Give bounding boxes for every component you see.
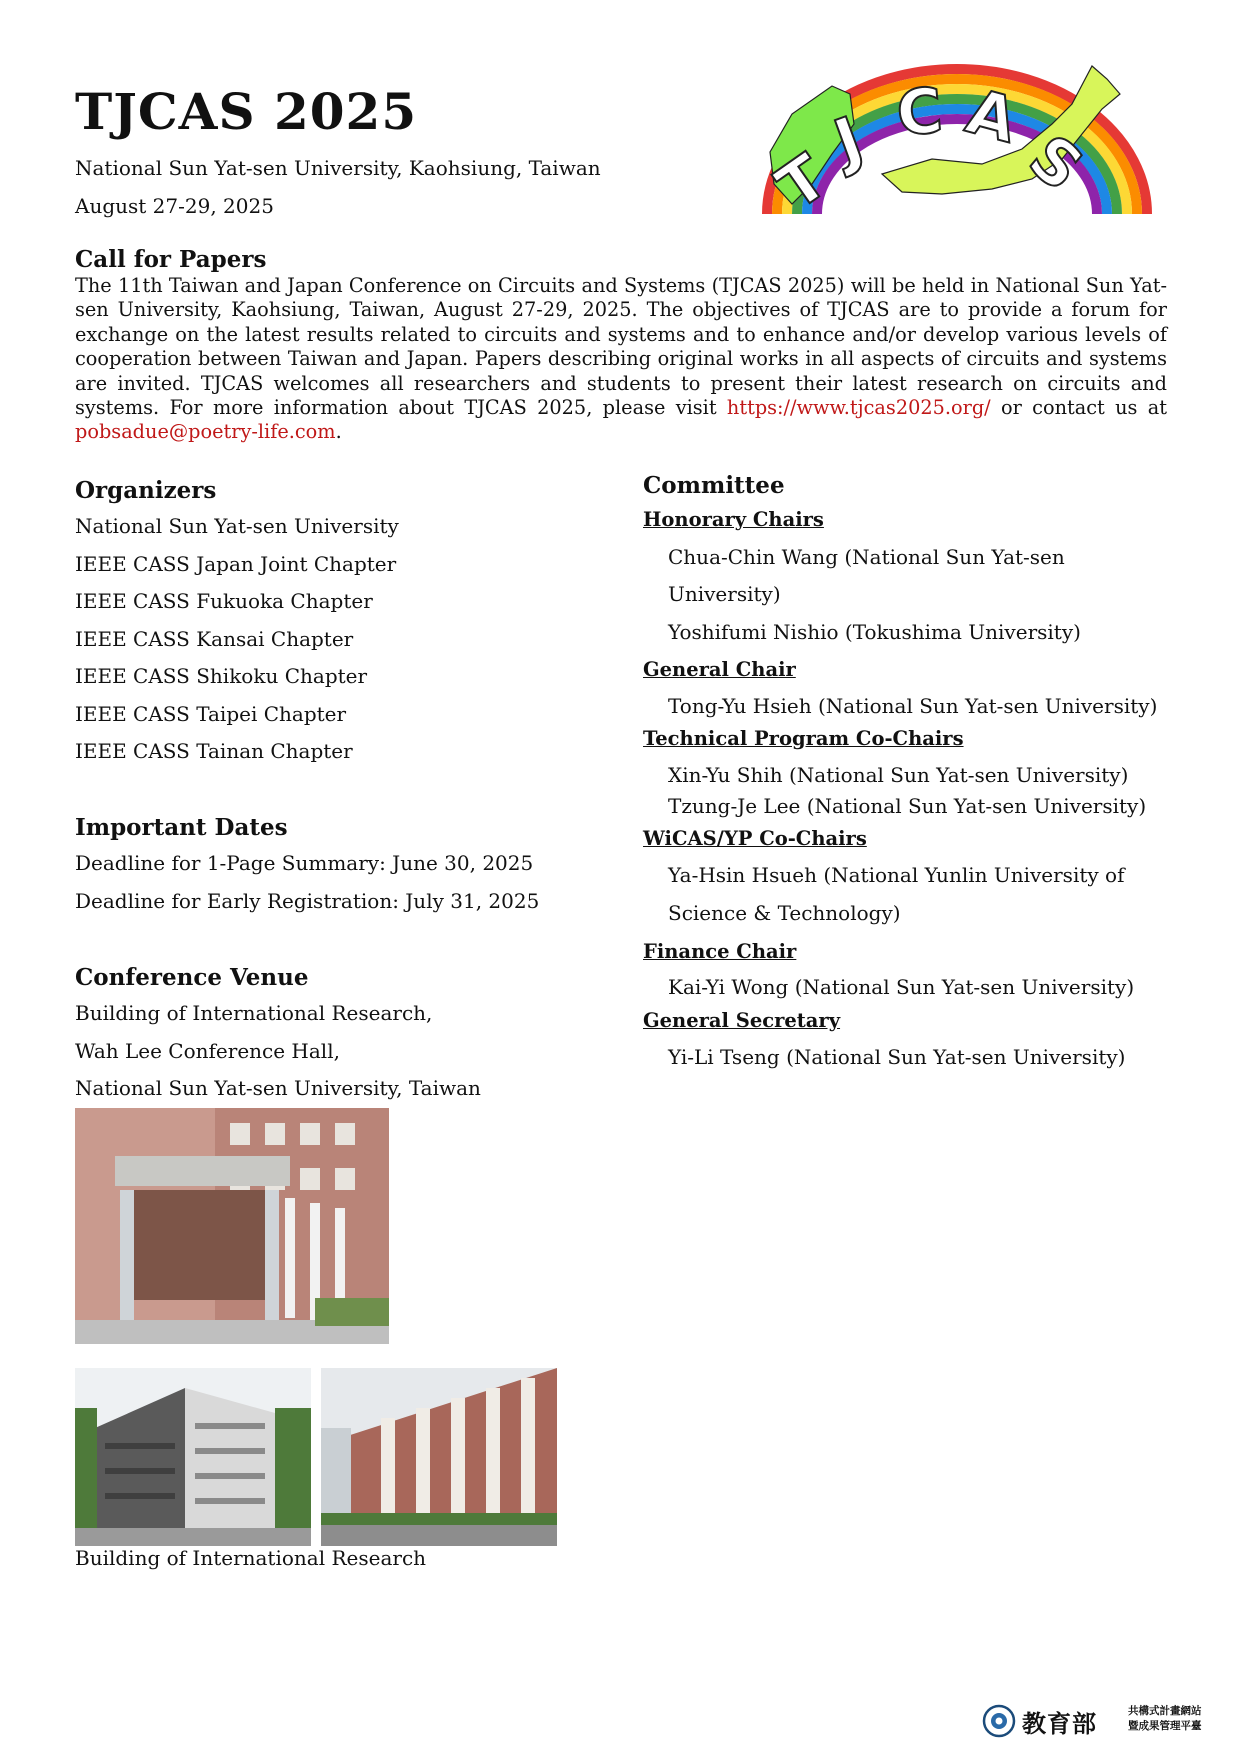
honorary-chairs-label: Honorary Chairs [643, 508, 824, 531]
venue-lines [75, 995, 481, 1108]
general-chair-label: General Chair [643, 658, 796, 681]
committee-member: Xin-Yu Shih (National Sun Yat-sen University) [668, 763, 1129, 787]
general-secretary-label: General Secretary [643, 1009, 841, 1032]
ministry-subtitle-2: 暨成果管理平臺 [1128, 1720, 1202, 1732]
website-link[interactable]: https://www.tjcas2025.org/ [726, 396, 991, 420]
ministry-subtitle-1: 共構式計畫網站 [1128, 1705, 1202, 1717]
committee-member: Chua-Chin Wang (National Sun Yat-sen [668, 545, 1065, 569]
call-for-papers-body [75, 274, 1167, 445]
page-title: TJCAS 2025 [75, 82, 418, 141]
organizer-item: IEEE CASS Taipei Chapter [75, 701, 347, 726]
organizers-list [75, 508, 399, 771]
tjcas-logo [762, 64, 1152, 216]
ministry-footer [980, 1702, 1220, 1740]
building-photo-colonnade [321, 1368, 557, 1546]
committee-member: Tzung-Je Lee (National Sun Yat-sen University) [668, 794, 1147, 818]
venue-line: Building of International Research, [75, 1001, 433, 1025]
committee-member: Yoshifumi Nishio (Tokushima University) [668, 620, 1081, 644]
organizer-item: IEEE CASS Japan Joint Chapter [75, 551, 397, 576]
committee-member: Ya-Hsin Hsueh (National Yunlin University of [668, 863, 1125, 887]
svg-text:J: J [825, 102, 872, 179]
cfp-text-mid: or contact us at [990, 396, 1167, 420]
committee-member: Kai-Yi Wong (National Sun Yat-sen University) [668, 975, 1135, 999]
date-item: Deadline for 1-Page Summary: June 30, 2025 [75, 851, 534, 875]
committee-member: Science & Technology) [668, 901, 901, 925]
building-photo-main [75, 1108, 389, 1344]
organizer-item: IEEE CASS Shikoku Chapter [75, 664, 368, 688]
ministry-seal-icon [982, 1704, 1016, 1738]
committee-member: Yi-Li Tseng (National Sun Yat-sen University) [668, 1045, 1126, 1069]
venue-heading: Conference Venue [75, 964, 309, 991]
svg-text:S: S [1015, 120, 1097, 206]
cfp-text: The 11th Taiwan and Japan Conference on Circuits and Systems (TJCAS 2025) will be held in National Sun Yat-sen University, Kaohsiung, Taiwan, August 27-29, 2025. The objectives of TJCAS are to provide a forum for exchange on the latest results related to circuits and systems and to enhance and/or develop various levels of cooperation between Taiwan and Japan. Papers describing original works in all aspects of circuits and systems are invited. TJCAS welcomes all researchers and students to present their latest research on circuits and systems. For more information about TJCAS 2025, please visit [75, 274, 1167, 420]
svg-text:T: T [763, 140, 841, 216]
committee-member: University) [668, 582, 781, 606]
ministry-name: 教育部 [1022, 1709, 1097, 1738]
organizer-item: National Sun Yat-sen University [75, 514, 399, 538]
finance-chair-label: Finance Chair [643, 940, 797, 963]
call-for-papers-heading: Call for Papers [75, 246, 267, 273]
wicas-chairs-label: WiCAS/YP Co-Chairs [643, 827, 867, 850]
venue-line: National Sun Yat-sen University, Taiwan [75, 1076, 481, 1100]
building-photo-side [75, 1368, 311, 1546]
organizers-heading: Organizers [75, 477, 217, 504]
organizer-item: IEEE CASS Tainan Chapter [75, 739, 353, 763]
conference-dates: August 27-29, 2025 [75, 194, 274, 218]
cfp-text-end: . [335, 420, 342, 444]
tpc-chairs-label: Technical Program Co-Chairs [643, 727, 964, 750]
important-dates-heading: Important Dates [75, 814, 288, 841]
committee-heading: Committee [643, 472, 785, 499]
organizer-item: IEEE CASS Fukuoka Chapter [75, 589, 373, 613]
organizer-item: IEEE CASS Kansai Chapter [75, 626, 354, 651]
important-dates-list [75, 845, 539, 920]
svg-text:C: C [893, 73, 946, 151]
date-item: Deadline for Early Registration: July 31, 2025 [75, 888, 540, 913]
venue-line: Wah Lee Conference Hall, [75, 1038, 340, 1063]
email-link[interactable]: pobsadue@poetry-life.com [75, 420, 336, 444]
svg-text:A: A [959, 74, 1025, 158]
photo-caption: Building of International Research [75, 1546, 427, 1570]
committee-member: Tong-Yu Hsieh (National Sun Yat-sen University) [668, 694, 1158, 718]
conference-location: National Sun Yat-sen University, Kaohsiung, Taiwan [75, 156, 601, 180]
